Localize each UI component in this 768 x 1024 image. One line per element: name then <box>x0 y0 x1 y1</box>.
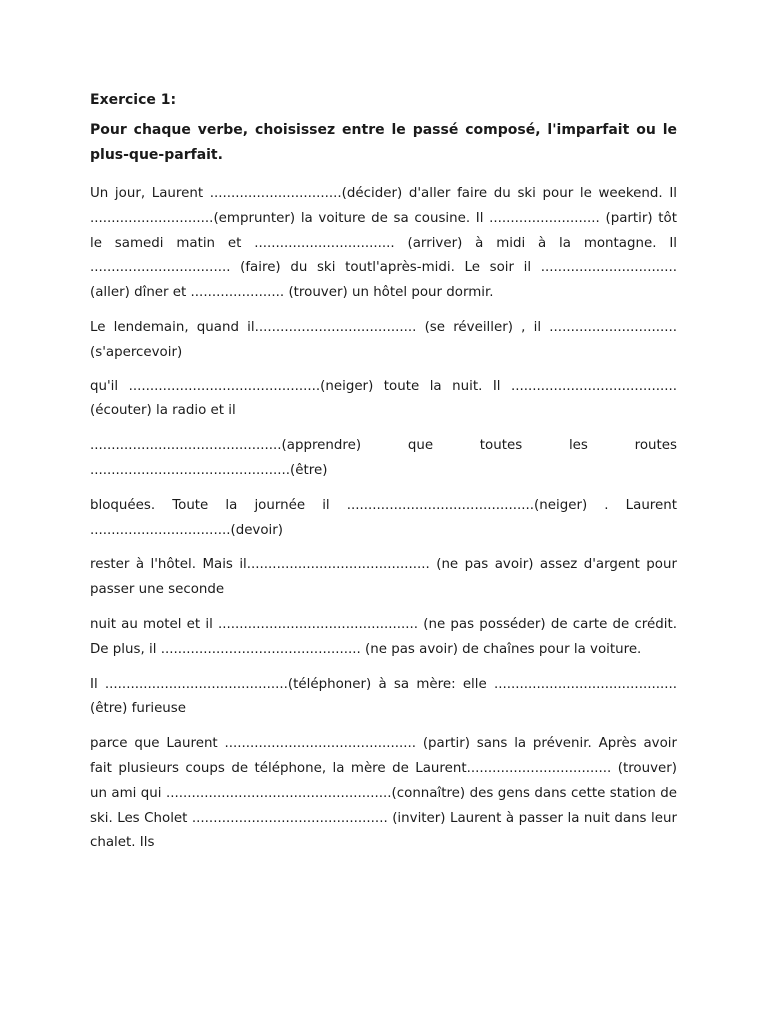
paragraph-4: .............................................(apprendre) que toutes les routes ...............................................(être) <box>90 438 677 478</box>
exercise-instructions: Pour chaque verbe, choisissez entre le passé composé, l'imparfait ou le plus-que-parfait. <box>90 122 677 163</box>
paragraph-9: parce que Laurent ............................................. (partir) sans la prévenir. Après avoir fait plusieurs coups de téléphone, la mère de Laurent.................................. (trouver) un ami qui .....................................................(connaître) des gens dans cette station de ski. Les Cholet .............................................. (inviter) Laurent à passer la nuit dans leur chalet. Ils <box>90 736 677 851</box>
paragraph-7: nuit au motel et il ............................................... (ne pas posséder) de carte de crédit. De plus, il ............................................... (ne pas avoir) de chaînes pour la voiture. <box>90 616 677 657</box>
paragraph-5: bloquées. Toute la journée il ............................................(neiger) . Laurent .................................(devoir) <box>90 497 677 538</box>
paragraph-3: qu'il .............................................(neiger) toute la nuit. Il ....................................... (écouter) la radio et il <box>90 378 677 419</box>
exercise-title: Exercice 1: <box>90 92 177 108</box>
paragraph-1: Un jour, Laurent ...............................(décider) d'aller faire du ski pour le weekend. Il .............................(emprunter) la voiture de sa cousine. Il .......................... (partir) tôt le samedi matin et ................................. (arriver) à midi à la montagne. Il ................................. (faire) du ski toutl'après-midi. Le soir il ................................ (aller) dîner et ...................... (trouver) un hôtel pour dormir. <box>90 186 677 301</box>
paragraph-8: Il ...........................................(téléphoner) à sa mère: elle ...........................................(être) furieuse <box>90 676 677 717</box>
paragraph-6: rester à l'hôtel. Mais il........................................... (ne pas avoir) assez d'argent pour passer une seconde <box>90 557 677 598</box>
paragraph-2: Le lendemain, quand il...................................... (se réveiller) , il ..............................(s'apercevoir) <box>90 319 677 360</box>
document-body <box>90 90 677 866</box>
